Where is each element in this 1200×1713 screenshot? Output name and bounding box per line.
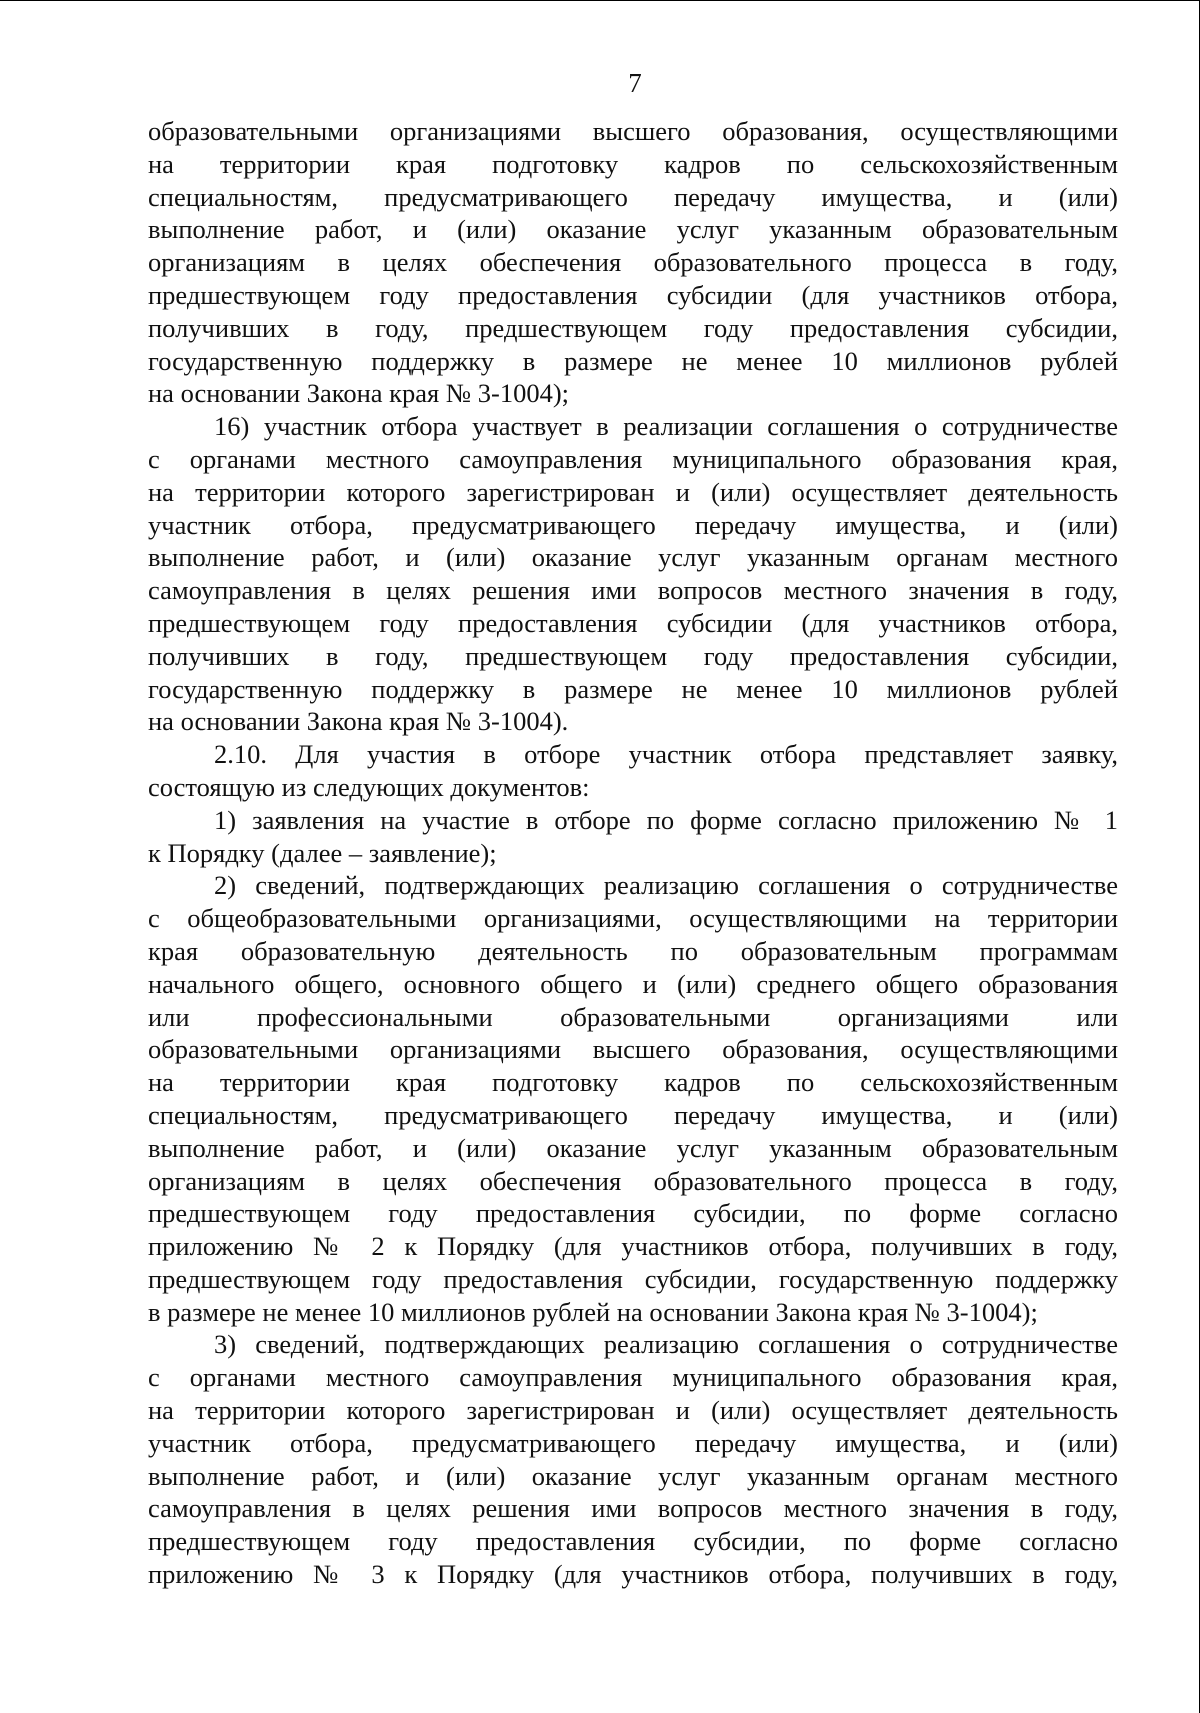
page-number: 7 bbox=[628, 68, 642, 98]
text-line: на территории которого зарегистрирован и (или) осуществляет деятельность bbox=[148, 1395, 1118, 1426]
text-line: предшествующем году предоставления субсидии, государственную поддержку bbox=[148, 1263, 1118, 1294]
document-body-text bbox=[148, 115, 1118, 1591]
text-line: на основании Закона края № 3-1004); bbox=[148, 378, 570, 409]
text-line: получивших в году, предшествующем году предоставления субсидии, bbox=[148, 312, 1118, 343]
text-line: получивших в году, предшествующем году предоставления субсидии, bbox=[148, 640, 1118, 671]
text-line: организациям в целях обеспечения образовательного процесса в году, bbox=[148, 1165, 1118, 1196]
text-line: края образовательную деятельность по образовательным программам bbox=[148, 935, 1118, 966]
text-line: в размере не менее 10 миллионов рублей на основании Закона края № 3-1004); bbox=[148, 1296, 1038, 1327]
text-line: предшествующем году предоставления субсидии (для участников отбора, bbox=[148, 279, 1118, 310]
text-line: с органами местного самоуправления муниципального образования края, bbox=[148, 1362, 1118, 1393]
text-line: или профессиональными образовательными организациями или bbox=[148, 1001, 1118, 1032]
paragraph-first-line: 2) сведений, подтверждающих реализацию соглашения о сотрудничестве bbox=[214, 870, 1118, 901]
text-line: состоящую из следующих документов: bbox=[148, 771, 590, 802]
paragraph-first-line: 3) сведений, подтверждающих реализацию соглашения о сотрудничестве bbox=[214, 1329, 1118, 1360]
paragraph-first-line: 16) участник отбора участвует в реализации соглашения о сотрудничестве bbox=[214, 411, 1118, 442]
text-line: приложению № 3 к Порядку (для участников отбора, получивших в году, bbox=[148, 1559, 1118, 1590]
text-line: государственную поддержку в размере не менее 10 миллионов рублей bbox=[148, 673, 1118, 704]
text-line: самоуправления в целях решения ими вопросов местного значения в году, bbox=[148, 575, 1118, 606]
text-line: специальностям, предусматривающего передачу имущества, и (или) bbox=[148, 181, 1118, 212]
text-line: на территории которого зарегистрирован и (или) осуществляет деятельность bbox=[148, 476, 1118, 507]
text-line: приложению № 2 к Порядку (для участников отбора, получивших в году, bbox=[148, 1231, 1118, 1262]
text-line: выполнение работ, и (или) оказание услуг указанным образовательным bbox=[148, 1132, 1118, 1163]
text-line: участник отбора, предусматривающего передачу имущества, и (или) bbox=[148, 1427, 1118, 1458]
text-line: образовательными организациями высшего образования, осуществляющими bbox=[148, 1034, 1118, 1065]
text-line: выполнение работ, и (или) оказание услуг указанным органам местного bbox=[148, 542, 1118, 573]
text-line: организациям в целях обеспечения образовательного процесса в году, bbox=[148, 247, 1118, 278]
paragraph-first-line: 2.10. Для участия в отборе участник отбора представляет заявку, bbox=[214, 739, 1118, 770]
text-line: на территории края подготовку кадров по сельскохозяйственным bbox=[148, 1067, 1118, 1098]
text-line: образовательными организациями высшего образования, осуществляющими bbox=[148, 116, 1118, 146]
paragraph-first-line: 1) заявления на участие в отборе по форме согласно приложению № 1 bbox=[214, 804, 1118, 835]
text-line: государственную поддержку в размере не менее 10 миллионов рублей bbox=[148, 345, 1118, 376]
scan-edge-top bbox=[0, 0, 1200, 1]
text-line: предшествующем году предоставления субсидии (для участников отбора, bbox=[148, 607, 1118, 638]
text-line: участник отбора, предусматривающего передачу имущества, и (или) bbox=[148, 509, 1118, 540]
text-line: выполнение работ, и (или) оказание услуг указанным образовательным bbox=[148, 214, 1118, 245]
text-line: предшествующем году предоставления субсидии, по форме согласно bbox=[148, 1526, 1118, 1557]
text-line: с органами местного самоуправления муниципального образования края, bbox=[148, 443, 1118, 474]
text-line: предшествующем году предоставления субсидии, по форме согласно bbox=[148, 1198, 1118, 1229]
text-line: на основании Закона края № 3-1004). bbox=[148, 706, 569, 737]
text-line: самоуправления в целях решения ими вопросов местного значения в году, bbox=[148, 1493, 1118, 1524]
text-line: выполнение работ, и (или) оказание услуг указанным органам местного bbox=[148, 1460, 1118, 1491]
text-line: с общеобразовательными организациями, осуществляющими на территории bbox=[148, 903, 1118, 934]
text-line: на территории края подготовку кадров по сельскохозяйственным bbox=[148, 148, 1118, 179]
text-line: специальностям, предусматривающего передачу имущества, и (или) bbox=[148, 1099, 1118, 1130]
text-line: к Порядку (далее – заявление); bbox=[148, 837, 497, 868]
text-line: начального общего, основного общего и (или) среднего общего образования bbox=[148, 968, 1118, 999]
